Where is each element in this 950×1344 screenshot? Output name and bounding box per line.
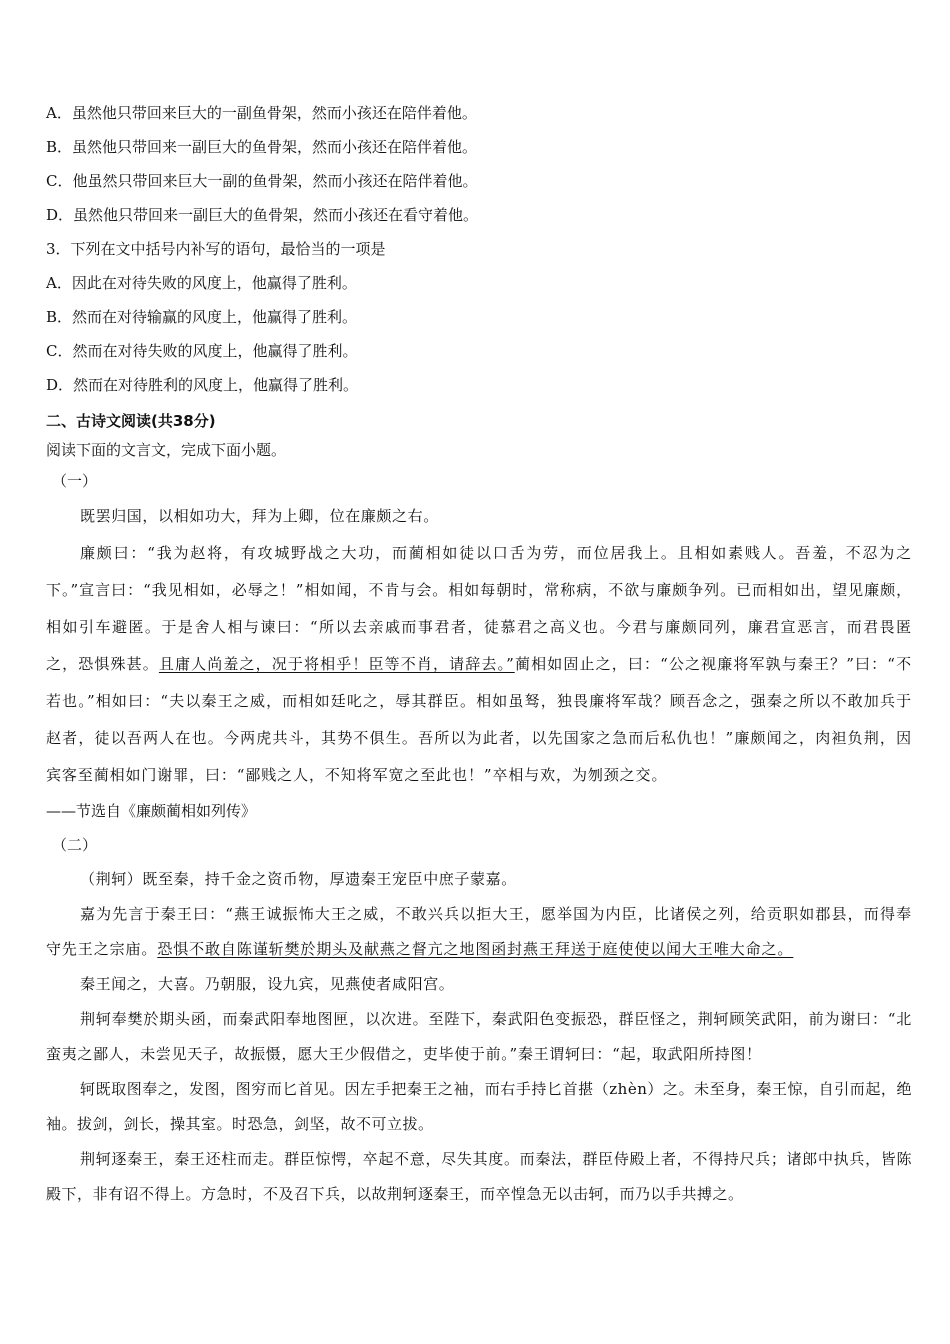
section-instruction: 阅读下面的文言文，完成下面小题。 (46, 441, 287, 459)
part-2-paragraph-6: 荆轲逐秦王，秦王还柱而走。群臣惊愕，卒起不意，尽失其度。而秦法，群臣侍殿上者，不得持尺兵；诸郎中执兵，皆陈殿下，非有诏不得上。方急时，不及召下兵，以故荆轲逐秦王，而卒惶急无以击轲，而乃以手共搏之。 (46, 1150, 912, 1203)
option-2b: B．虽然他只带回来一副巨大的鱼骨架，然而小孩还在陪伴着他。 (46, 138, 478, 156)
part-2-paragraph-4: 荆轲奉樊於期头函，而秦武阳奉地图匣，以次进。至陛下，秦武阳色变振恐，群臣怪之，荆轲顾笑武阳，前为谢曰：“北蛮夷之鄙人，未尝见天子，故振慑，愿大王少假借之，吏毕使于前。”秦王谓轲曰：“起，取武阳所持图！ (46, 1010, 912, 1063)
part-2-paragraph-2 (46, 897, 912, 967)
exam-page (46, 96, 912, 1212)
source-citation: ——节选自《廉颇蔺相如列传》 (46, 802, 257, 820)
part-1-paragraph-1: 既罢归国，以相如功大，拜为上卿，位在廉颇之右。 (80, 507, 439, 525)
part-1-p2-text-b: 蔺相如固止之，曰：“公之视廉将军孰与秦王？”曰：“不若也。”相如曰：“夫以秦王之威，而相如廷叱之，辱其群臣。相如虽驽，独畏廉将军哉？顾吾念之，强秦之所以不敢加兵于赵者，徒以吾两人在也。今两虎共斗，其势不俱生。吾所以为此者，以先国家之急而后私仇也！”廉颇闻之，肉袒负荆，因宾客至蔺相如门谢罪，曰：“鄙贱之人，不知将军宽之至此也！”卒相与欢，为刎颈之交。 (46, 655, 912, 784)
option-3b: B．然而在对待输赢的风度上，他赢得了胜利。 (46, 308, 358, 326)
option-2d: D．虽然他只带回来一副巨大的鱼骨架，然而小孩还在看守着他。 (46, 206, 479, 224)
part-2-paragraph-1: （荆轲）既至秦，持千金之资币物，厚遗秦王宠臣中庶子蒙嘉。 (80, 870, 517, 888)
section-title: 二、古诗文阅读(共38分) (46, 412, 216, 430)
underlined-sentence-1: 且庸人尚羞之，况于将相乎！臣等不肖，请辞去。” (158, 655, 515, 673)
option-3c: C．然而在对待失败的风度上，他赢得了胜利。 (46, 342, 358, 360)
part-2-paragraph-3: 秦王闻之，大喜。乃朝服，设九宾，见燕使者咸阳宫。 (80, 975, 455, 993)
option-2a: A．虽然他只带回来巨大的一副鱼骨架，然而小孩还在陪伴着他。 (46, 104, 477, 122)
part-1-marker: （一） (52, 472, 98, 490)
part-1-p2-text-a: 廉颇曰：“我为赵将，有攻城野战之大功，而蔺相如徒以口舌为劳，而位居我上。且相如素贱人。吾羞，不忍为之下。”宣言曰：“我见相如，必辱之！”相如闻，不肯与会。相如每朝时，常称病，不欲与廉颇争列。已而相如出，望见廉颇，相如引车避匿。于是舍人相与谏曰：“所以去亲戚而事君者，徒慕君之高义也。今君与廉颇同列，廉君宣恶言，而君畏匿之，恐惧殊甚。 (46, 544, 912, 673)
part-2-p2-text-a: 嘉为先言于秦王曰：“燕王诚振怖大王之威，不敢兴兵以拒大王，愿举国为内臣，比诸侯之列，给贡职如郡县，而得奉守先王之宗庙。 (46, 905, 912, 958)
part-2-marker: （二） (52, 836, 98, 854)
option-3a: A．因此在对待失败的风度上，他赢得了胜利。 (46, 274, 357, 292)
option-2c: C．他虽然只带回来巨大一副的鱼骨架，然而小孩还在陪伴着他。 (46, 172, 478, 190)
option-3d: D．然而在对待胜利的风度上，他赢得了胜利。 (46, 376, 359, 394)
question-3: 3．下列在文中括号内补写的语句，最恰当的一项是 (46, 240, 386, 258)
part-1-paragraph-2 (46, 535, 912, 794)
part-2-paragraph-5: 轲既取图奉之，发图，图穷而匕首见。因左手把秦王之袖，而右手持匕首揕（zhèn）之。未至身，秦王惊，自引而起，绝袖。拔剑，剑长，操其室。时恐急，剑坚，故不可立拔。 (46, 1080, 912, 1133)
underlined-sentence-2: 恐惧不敢自陈谨斩樊於期头及献燕之督亢之地图函封燕王拜送于庭使使以闻大王唯大命之。 (157, 940, 794, 958)
